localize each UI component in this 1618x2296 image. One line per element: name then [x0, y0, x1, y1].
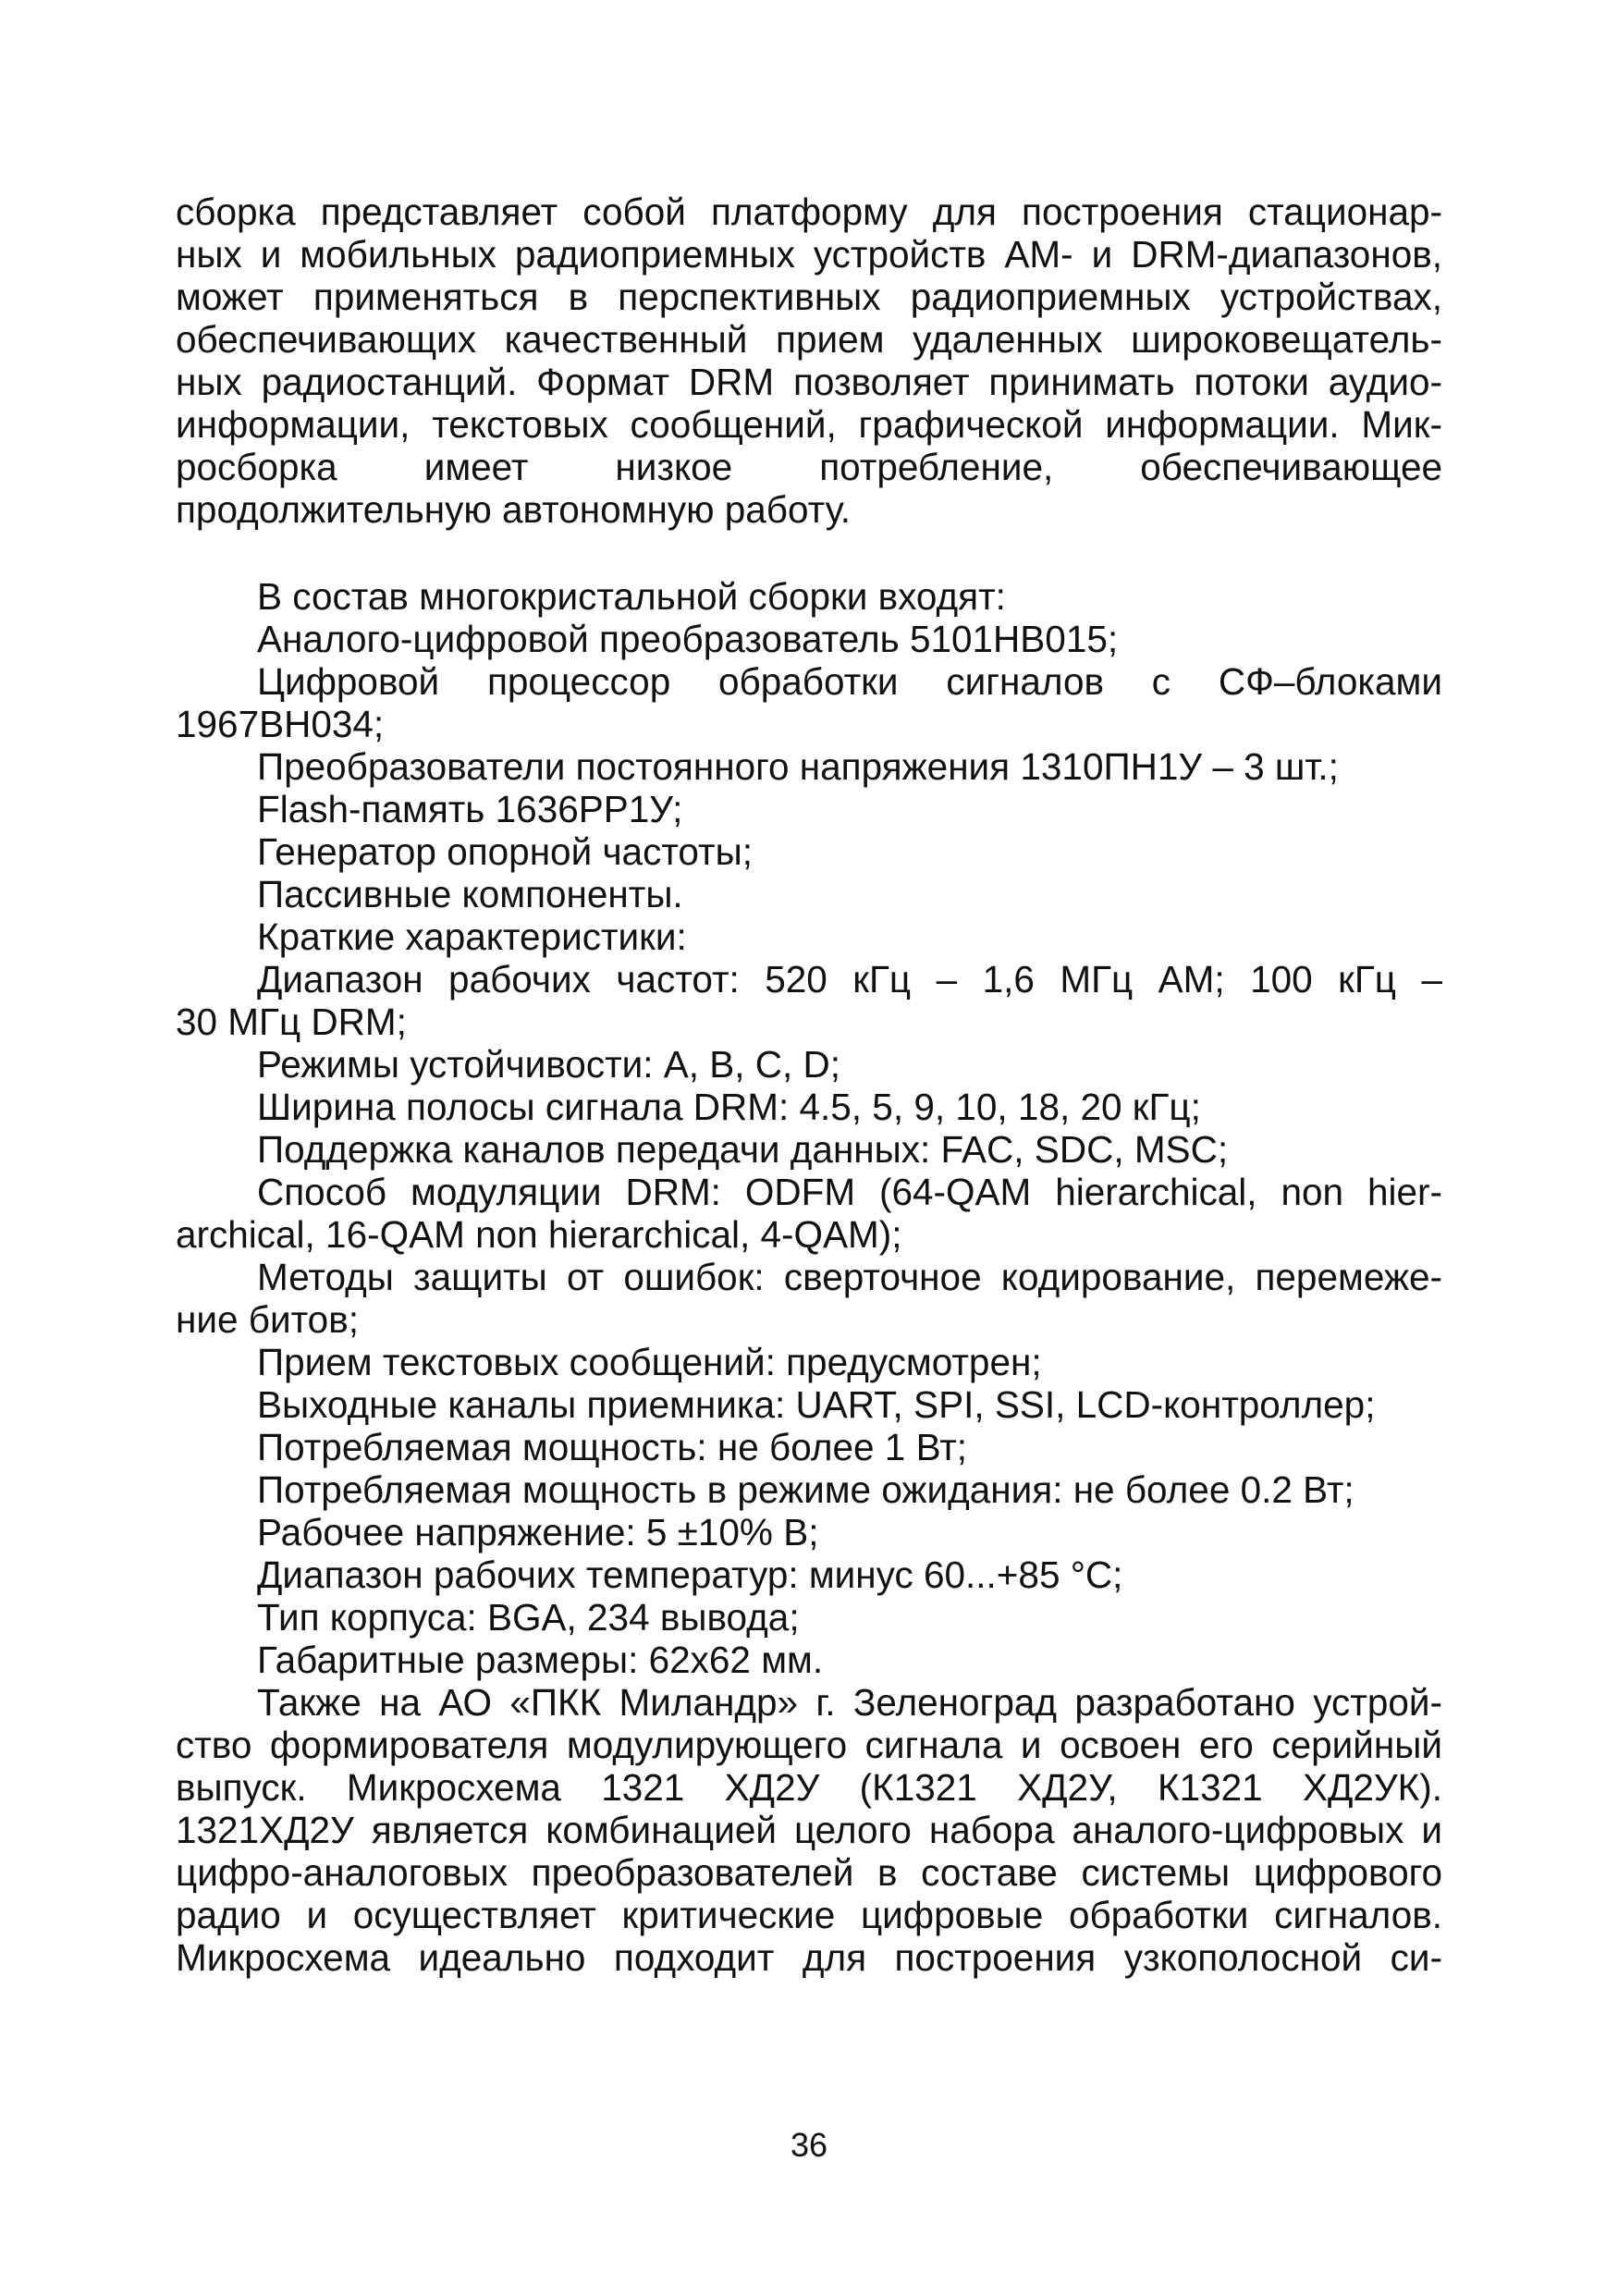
closing-paragraph [176, 1681, 1442, 1979]
intro-line: информации, текстовых сообщений, графической информации. Мик- [176, 403, 1442, 446]
specs-heading: Краткие характеристики: [257, 915, 687, 958]
page-number: 36 [790, 2126, 828, 2164]
spec-frequency [176, 958, 1442, 1043]
intro-line: ных радиостанций. Формат DRM позволяет принимать потоки аудио- [176, 361, 1442, 403]
closing-line: Также на АО «ПКК Миландр» г. Зеленоград разработано устрой- [257, 1681, 1442, 1724]
composition-heading: В состав многокристальной сборки входят: [257, 575, 1006, 618]
closing-line: радио и осуществляет критические цифровые обработки сигналов. [176, 1894, 1442, 1936]
spec-text-messages: Прием текстовых сообщений: предусмотрен; [257, 1341, 1042, 1383]
closing-line: ство формирователя модулирующего сигнала и освоен его серийный [176, 1724, 1442, 1766]
intro-line: может применяться в перспективных радиоприемных устройствах, [176, 276, 1442, 318]
spec-package: Тип корпуса: BGA, 234 вывода; [257, 1596, 800, 1639]
spec-modulation-line1: Способ модуляции DRM: ODFM (64-QAM hierarchical, non hier- [257, 1171, 1442, 1213]
composition-item-flash: Flash-память 1636РР1У; [257, 788, 683, 830]
spec-outputs: Выходные каналы приемника: UART, SPI, SSI, LCD-контроллер; [257, 1383, 1376, 1426]
spec-error-protection [176, 1256, 1442, 1341]
spec-frequency-line1: Диапазон рабочих частот: 520 кГц – 1,6 МГц АМ; 100 кГц – [257, 958, 1442, 1001]
spec-error-line2: ние битов; [176, 1298, 359, 1341]
page-body [176, 190, 1442, 1979]
intro-line: обеспечивающих качественный прием удаленных широковещатель- [176, 318, 1442, 361]
spec-robustness: Режимы устойчивости: A, B, C, D; [257, 1043, 841, 1086]
composition-item-dcdc: Преобразователи постоянного напряжения 1310ПН1У – 3 шт.; [257, 745, 1339, 788]
composition-item-passive: Пассивные компоненты. [257, 873, 683, 915]
composition-item-dsp-line1: Цифровой процессор обработки сигналов с СФ–блоками [257, 660, 1442, 703]
closing-line: выпуск. Микросхема 1321 ХД2У (К1321 ХД2У, К1321 ХД2УК). [176, 1766, 1442, 1809]
spec-bandwidth: Ширина полосы сигнала DRM: 4.5, 5, 9, 10, 18, 20 кГц; [257, 1086, 1201, 1128]
closing-line: 1321ХД2У является комбинацией целого набора аналого-цифровых и [176, 1809, 1442, 1851]
closing-line: цифро-аналоговых преобразователей в составе системы цифрового [176, 1851, 1442, 1894]
spec-voltage: Рабочее напряжение: 5 ±10% В; [257, 1511, 819, 1553]
intro-line: ных и мобильных радиоприемных устройств АМ- и DRM-диапазонов, [176, 233, 1442, 276]
composition-list [176, 575, 1442, 915]
spec-dimensions: Габаритные размеры: 62х62 мм. [257, 1639, 824, 1681]
intro-paragraph [176, 190, 1442, 531]
composition-item-dsp-line2: 1967ВН034; [176, 703, 385, 745]
spec-error-line1: Методы защиты от ошибок: сверточное кодирование, перемеже- [257, 1256, 1442, 1298]
spec-power: Потребляемая мощность: не более 1 Вт; [257, 1426, 968, 1468]
spec-temperature: Диапазон рабочих температур: минус 60...+85 °С; [257, 1553, 1123, 1596]
closing-line: Микросхема идеально подходит для построения узкополосной си- [176, 1936, 1442, 1979]
composition-item-dsp [176, 660, 1442, 745]
composition-item-oscillator: Генератор опорной частоты; [257, 830, 753, 873]
spec-standby-power: Потребляемая мощность в режиме ожидания: не более 0.2 Вт; [257, 1468, 1354, 1511]
intro-line: продолжительную автономную работу. [176, 488, 852, 531]
composition-item-adc: Аналого-цифровой преобразователь 5101НВ015; [257, 618, 1119, 660]
intro-line: сборка представляет собой платформу для построения стационар- [176, 190, 1442, 233]
paragraph-gap [176, 531, 1442, 575]
spec-channels: Поддержка каналов передачи данных: FAC, SDC, MSC; [257, 1128, 1229, 1171]
intro-line: росборка имеет низкое потребление, обеспечивающее [176, 446, 1442, 488]
specs-list [176, 915, 1442, 1681]
spec-frequency-line2: 30 МГц DRM; [176, 1001, 407, 1043]
spec-modulation [176, 1171, 1442, 1256]
spec-modulation-line2: archical, 16-QAM non hierarchical, 4-QAM); [176, 1213, 902, 1256]
